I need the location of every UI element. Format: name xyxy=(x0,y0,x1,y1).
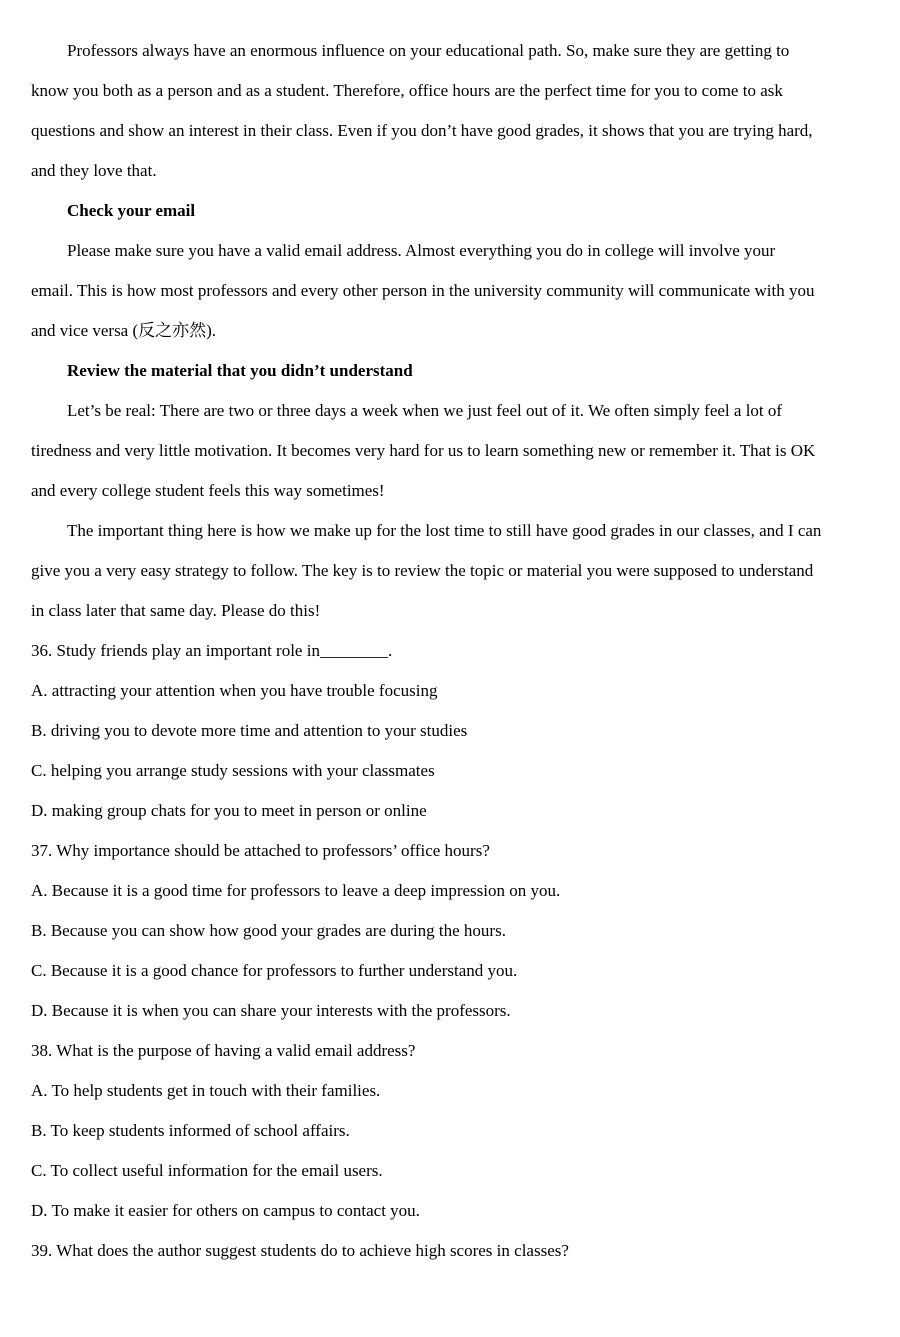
paragraph-email xyxy=(31,231,864,351)
text-line: and they love that. xyxy=(31,161,157,180)
text-line: and every college student feels this way sometimes! xyxy=(31,481,385,500)
section-heading-check-email: Check your email xyxy=(67,201,196,220)
text-line: Let’s be real: There are two or three days a week when we just feel out of it. We often simply feel a lot of xyxy=(67,401,783,420)
text-line: Professors always have an enormous influence on your educational path. So, make sure they are getting to xyxy=(67,41,790,60)
option-c: C. To collect useful information for the email users. xyxy=(31,1161,383,1180)
question-39 xyxy=(31,1231,864,1271)
question-stem: 37. Why importance should be attached to professors’ office hours? xyxy=(31,841,490,860)
text-line: Please make sure you have a valid email address. Almost everything you do in college will involve your xyxy=(67,241,776,260)
question-stem: 38. What is the purpose of having a valid email address? xyxy=(31,1041,416,1060)
text-line: in class later that same day. Please do this! xyxy=(31,601,321,620)
option-b: B. Because you can show how good your grades are during the hours. xyxy=(31,921,506,940)
paragraph-strategy xyxy=(31,511,864,631)
text-line: give you a very easy strategy to follow. The key is to review the topic or material you were supposed to understand xyxy=(31,561,814,580)
question-37 xyxy=(31,831,864,1031)
option-d: D. To make it easier for others on campus to contact you. xyxy=(31,1201,420,1220)
question-stem: 39. What does the author suggest students do to achieve high scores in classes? xyxy=(31,1241,569,1260)
text-line: tiredness and very little motivation. It becomes very hard for us to learn something new or remember it. That is OK xyxy=(31,441,816,460)
option-a: A. Because it is a good time for professors to leave a deep impression on you. xyxy=(31,881,561,900)
text-line: know you both as a person and as a student. Therefore, office hours are the perfect time for you to come to ask xyxy=(31,81,783,100)
option-c: C. helping you arrange study sessions with your classmates xyxy=(31,761,435,780)
option-a: A. attracting your attention when you have trouble focusing xyxy=(31,681,438,700)
question-38 xyxy=(31,1031,864,1231)
option-d: D. making group chats for you to meet in person or online xyxy=(31,801,427,820)
question-36 xyxy=(31,631,864,831)
option-d: D. Because it is when you can share your interests with the professors. xyxy=(31,1001,511,1020)
paragraph-office-hours xyxy=(31,31,864,191)
text-line: questions and show an interest in their class. Even if you don’t have good grades, it shows that you are trying hard, xyxy=(31,121,813,140)
question-stem: 36. Study friends play an important role in________. xyxy=(31,641,393,660)
paragraph-be-real xyxy=(31,391,864,511)
text-line: email. This is how most professors and every other person in the university community will communicate with you xyxy=(31,281,815,300)
option-c: C. Because it is a good chance for professors to further understand you. xyxy=(31,961,518,980)
option-a: A. To help students get in touch with their families. xyxy=(31,1081,381,1100)
text-line: and vice versa (反之亦然). xyxy=(31,321,217,340)
section-heading-review-material: Review the material that you didn’t understand xyxy=(67,361,413,380)
text-line: The important thing here is how we make up for the lost time to still have good grades in our classes, and I can xyxy=(67,521,822,540)
option-b: B. driving you to devote more time and attention to your studies xyxy=(31,721,468,740)
option-b: B. To keep students informed of school affairs. xyxy=(31,1121,350,1140)
